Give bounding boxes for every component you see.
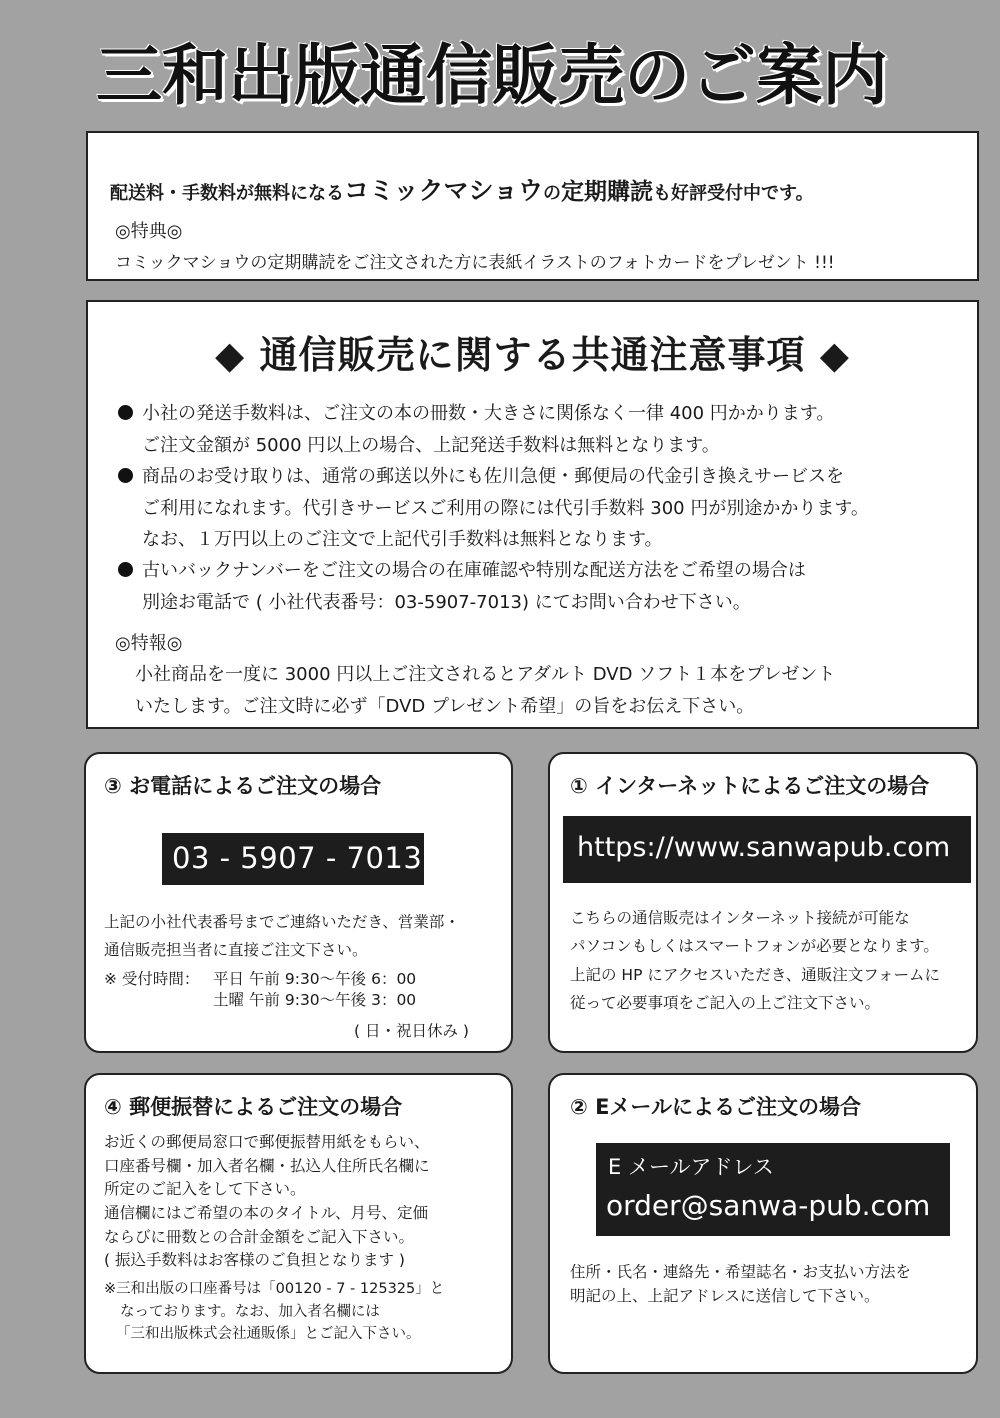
url-box xyxy=(563,816,971,883)
email-order-box xyxy=(548,1073,978,1374)
postal-note: 「三和出版株式会社通販係」とご記入下さい。 xyxy=(116,1326,421,1342)
internet-line: 上記の HP にアクセスいただき、通販注文フォームに xyxy=(570,966,940,984)
postal-note: なっております。なお、加入者名欄には xyxy=(120,1304,380,1320)
hours-saturday: 土曜 午前 9:30～午後 3：00 xyxy=(213,991,417,1009)
internet-line: こちらの通信販売はインターネット接続が可能な xyxy=(570,909,910,927)
subscription-plan: 定期購読 xyxy=(561,179,654,205)
postal-line: 口座番号欄・加入者名欄・払込人住所氏名欄に xyxy=(104,1157,430,1175)
postal-order-box xyxy=(84,1073,513,1374)
note-line: ご利用になれます。代引きサービスご利用の際には代引手数料 300 円が別途かかります。 xyxy=(142,498,869,519)
postal-order-heading: ④ 郵便振替によるご注文の場合 xyxy=(104,1095,403,1119)
note-line: なお、１万円以上のご注文で上記代引手数料は無料となります。 xyxy=(142,529,663,550)
postal-line: ならびに冊数との合計金額をご記入下さい。 xyxy=(104,1228,415,1246)
page-title: 三和出版通信販売のご案内 xyxy=(96,37,888,114)
internet-line: 従って必要事項をご記入の上ご注文下さい。 xyxy=(570,994,881,1012)
phone-number: 03 - 5907 - 7013 xyxy=(172,841,423,875)
subscription-text-3: も好評受付中です。 xyxy=(653,183,814,204)
note-line: 古いバックナンバーをご注文の場合の在庫確認や特別な配送方法をご希望の場合は xyxy=(142,560,806,581)
email-address-box xyxy=(596,1143,950,1236)
note-line: ご注文金額が 5000 円以上の場合、上記発送手数料は無料となります。 xyxy=(142,435,720,456)
info-line: いたします。ご注文時に必ず「DVD プレゼント希望」の旨をお伝え下さい。 xyxy=(135,696,755,717)
closed-days: ( 日・祝日休み ) xyxy=(354,1022,469,1040)
internet-order-box xyxy=(548,752,978,1053)
phone-order-box xyxy=(84,752,513,1053)
postal-note: ※三和出版の口座番号は「00120 - 7 - 125325」と xyxy=(104,1281,445,1297)
email-address[interactable]: order@sanwa-pub.com xyxy=(606,1189,931,1222)
email-order-heading: ② Eメールによるご注文の場合 xyxy=(570,1095,862,1119)
email-line: 住所・氏名・連絡先・希望誌名・お支払い方法を xyxy=(570,1263,912,1281)
bullet-icon xyxy=(118,562,133,577)
note-line: 別途お電話で ( 小社代表番号：03-5907-7013) にてお問い合わせ下さい。 xyxy=(142,592,751,613)
common-notes-box xyxy=(86,300,979,729)
phone-number-box xyxy=(162,833,424,885)
bonus-text: コミックマショウの定期購読をご注文された方に表紙イラストのフォトカードをプレゼント !!! xyxy=(115,253,835,273)
bonus-label: ◎特典◎ xyxy=(115,221,183,242)
postal-line: 通信欄にはご希望の本のタイトル、月号、定価 xyxy=(104,1204,428,1222)
phone-line: 上記の小社代表番号までご連絡いただき、営業部・ xyxy=(104,913,460,931)
hours-label: ※ 受付時間： xyxy=(104,970,200,988)
info-line: 小社商品を一度に 3000 円以上ご注文されるとアダルト DVD ソフト１本をプレゼント xyxy=(135,664,836,685)
subscription-line xyxy=(110,171,814,207)
subscription-magazine: コミックマショウ xyxy=(344,176,544,205)
internet-order-heading: ① インターネットによるご注文の場合 xyxy=(570,774,930,798)
common-notes-heading: ◆ 通信販売に関する共通注意事項 ◆ xyxy=(215,333,850,377)
website-url[interactable]: https://www.sanwapub.com xyxy=(577,832,951,863)
internet-line: パソコンもしくはスマートフォンが必要となります。 xyxy=(570,937,939,955)
note-line: 商品のお受け取りは、通常の郵送以外にも佐川急便・郵便局の代金引き換えサービスを xyxy=(142,466,844,487)
postal-line: ( 振込手数料はお客様のご負担となります ) xyxy=(104,1251,405,1269)
email-address-label: E メールアドレス xyxy=(608,1155,774,1179)
bullet-icon xyxy=(118,468,133,483)
bullet-icon xyxy=(118,405,133,420)
postal-line: お近くの郵便局窓口で郵便振替用紙をもらい、 xyxy=(104,1133,430,1151)
email-line: 明記の上、上記アドレスに送信して下さい。 xyxy=(570,1287,880,1305)
info-label: ◎特報◎ xyxy=(115,633,183,654)
subscription-text-2: の xyxy=(543,183,562,204)
phone-order-heading: ③ お電話によるご注文の場合 xyxy=(104,774,382,798)
subscription-text-1: 配送料・手数料が無料になる xyxy=(110,183,344,204)
note-line: 小社の発送手数料は、ご注文の本の冊数・大きさに関係なく一律 400 円かかります。 xyxy=(142,403,835,424)
phone-line: 通信販売担当者に直接ご注文下さい。 xyxy=(104,941,368,959)
subscription-box xyxy=(86,131,979,281)
postal-line: 所定のご記入をして下さい。 xyxy=(104,1180,306,1198)
hours-weekday: 平日 午前 9:30～午後 6：00 xyxy=(213,970,417,988)
